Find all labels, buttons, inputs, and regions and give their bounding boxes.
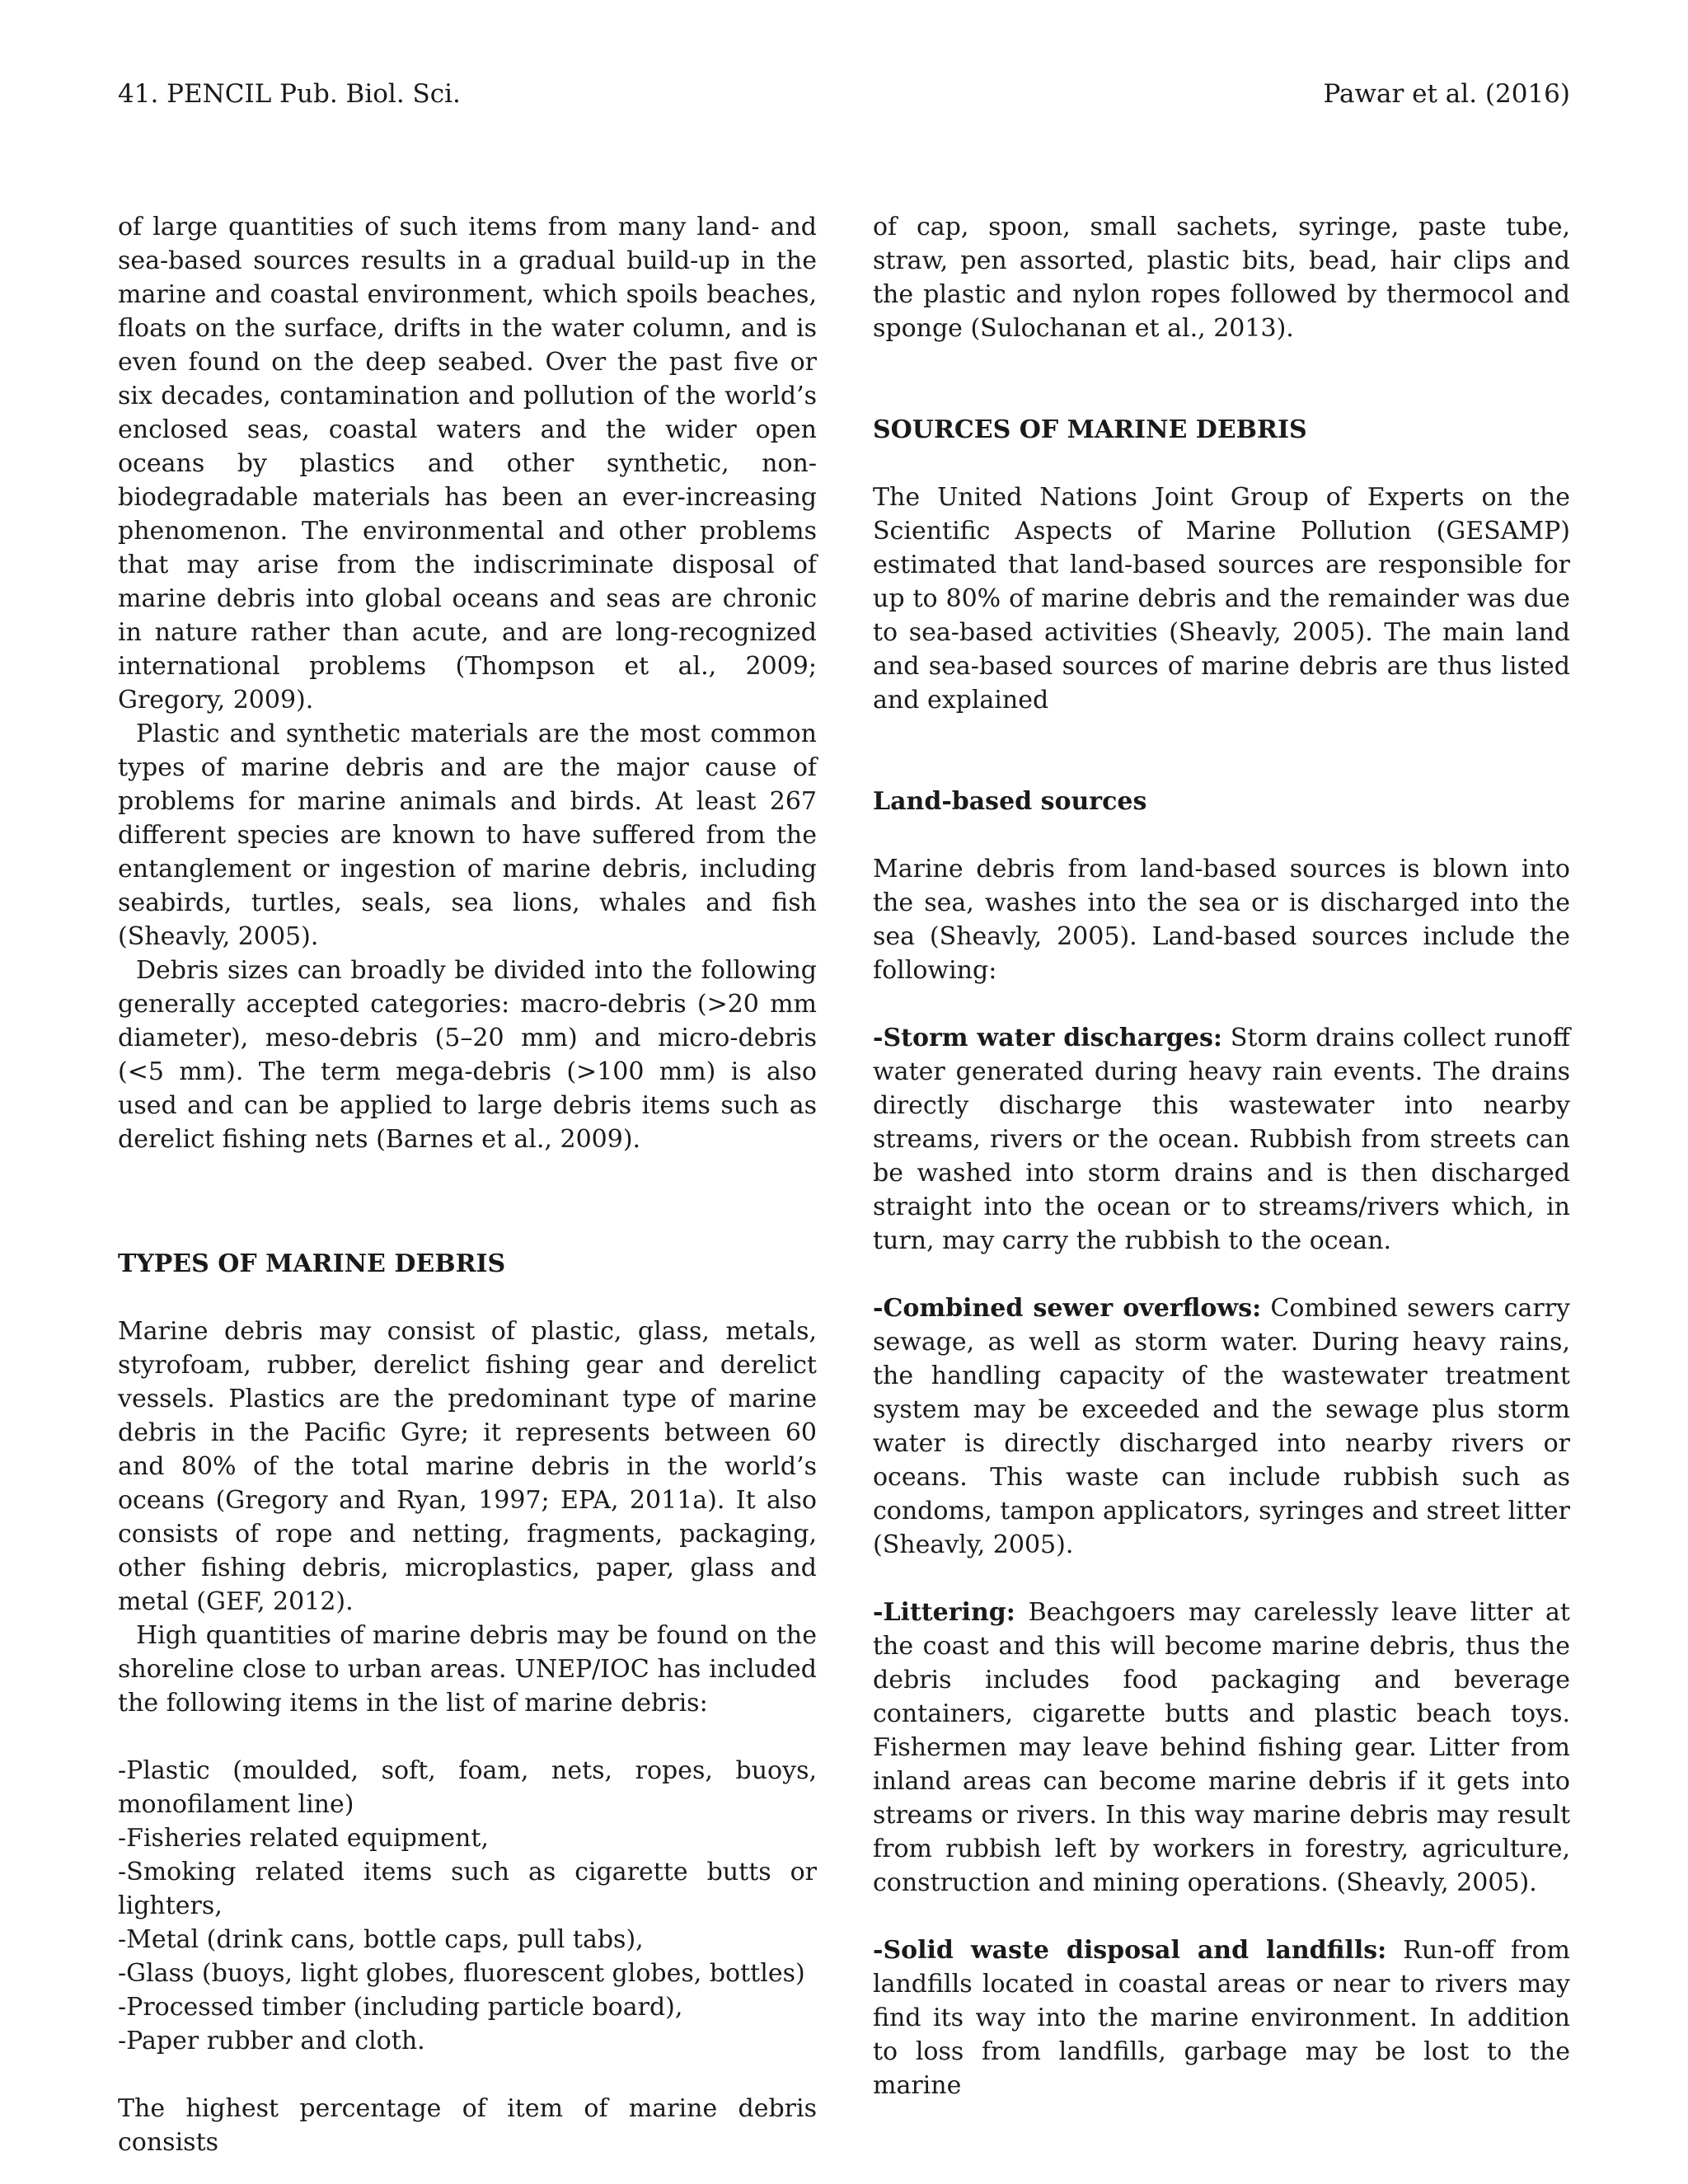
source-combined-sewer <box>873 1291 1570 1562</box>
term-description: Combined sewers carry sewage, as well as storm water. During heavy rains, the handling capacity of the wastewater treatment system may be exceeded and the sewage plus storm water is directly discharged into nearby rivers or oceans. This waste can include rubbish such as condoms, tampon applicators, syringes and street litter (Sheavly, 2005). <box>873 1294 1570 1559</box>
source-storm-water <box>873 1021 1570 1258</box>
term-label: -Solid waste disposal and landfills: <box>873 1936 1387 1965</box>
list-item: -Metal (drink cans, bottle caps, pull tabs), <box>118 1925 644 1954</box>
paragraph: The highest percentage of item of marine debris consists <box>118 2094 817 2157</box>
left-column <box>118 210 817 2159</box>
source-littering <box>873 1596 1570 1900</box>
paragraph: Marine debris from land-based sources is blown into the sea, washes into the sea or is discharged into the sea (Sheavly, 2005). Land-based sources include the following: <box>873 855 1570 985</box>
term-label: -Combined sewer overflows: <box>873 1294 1262 1323</box>
list-item: -Plastic (moulded, soft, foam, nets, ropes, buoys, monofilament line) <box>118 1756 817 1819</box>
right-column <box>873 210 1570 2102</box>
running-header <box>118 76 1570 112</box>
paragraph: The United Nations Joint Group of Experts on the Scientific Aspects of Marine Pollution (GESAMP) estimated that land-based sources are responsible for up to 80% of marine debris and the remainder was due to sea-based activities (Sheavly, 2005). The main land and sea-based sources of marine debris are thus listed and explained <box>873 483 1570 715</box>
subsection-heading-land: Land-based sources <box>873 787 1147 816</box>
list-item: -Fisheries related equipment, <box>118 1824 489 1853</box>
list-item: -Processed timber (including particle board), <box>118 1993 683 2022</box>
author-citation: Pawar et al. (2016) <box>1323 79 1570 109</box>
list-item: -Glass (buoys, light globes, fluorescent globes, bottles) <box>118 1959 805 1988</box>
paragraph: High quantities of marine debris may be found on the shoreline close to urban areas. UNEP/IOC has included the following items in the list of marine debris: <box>118 1621 817 1718</box>
term-label: -Littering: <box>873 1598 1015 1627</box>
term-description: Beachgoers may carelessly leave litter at the coast and this will become marine debris, thus the debris includes food packaging and beverage containers, cigarette butts and plastic beach toys. Fishermen may leave behind fishing gear. Litter from inland areas can become marine debris if it gets into streams or rivers. In this way marine debris may result from rubbish left by workers in forestry, agriculture, construction and mining operations. (Sheavly, 2005). <box>873 1598 1570 1897</box>
source-solid-waste <box>873 1933 1570 2102</box>
term-description: Storm drains collect runoff water generated during heavy rain events. The drains directly discharge this wastewater into nearby streams, rivers or the ocean. Rubbish from streets can be washed into storm drains and is then discharged straight into the ocean or to streams/rivers which, in turn, may carry the rubbish to the ocean. <box>873 1024 1570 1255</box>
term-label: -Storm water discharges: <box>873 1024 1222 1052</box>
paragraph: Plastic and synthetic materials are the most common types of marine debris and are the major cause of problems for marine animals and birds. At least 267 different species are known to have suffered from the entanglement or ingestion of marine debris, including seabirds, turtles, seals, sea lions, whales and fish (Sheavly, 2005). <box>118 719 817 951</box>
debris-item-list <box>118 1754 817 2058</box>
list-item: -Smoking related items such as cigarette butts or lighters, <box>118 1858 817 1920</box>
list-item: -Paper rubber and cloth. <box>118 2027 425 2055</box>
paragraph: of cap, spoon, small sachets, syringe, paste tube, straw, pen assorted, plastic bits, bead, hair clips and the plastic and nylon ropes followed by thermocol and sponge (Sulochanan et al., 2013). <box>873 213 1570 343</box>
section-heading-types: TYPES OF MARINE DEBRIS <box>118 1249 506 1278</box>
journal-citation: 41. PENCIL Pub. Biol. Sci. <box>118 79 461 109</box>
paragraph: of large quantities of such items from many land- and sea-based sources results in a gradual build-up in the marine and coastal environment, which spoils beaches, floats on the surface, drifts in the water column, and is even found on the deep seabed. Over the past five or six decades, contamination and pollution of the world’s enclosed seas, coastal waters and the wider open oceans by plastics and other synthetic, non-biodegradable materials has been an ever-increasing phenomenon. The environmental and other problems that may arise from the indiscriminate disposal of marine debris into global oceans and seas are chronic in nature rather than acute, and are long-recognized international problems (Thompson et al., 2009; Gregory, 2009). <box>118 213 817 715</box>
section-heading-sources: SOURCES OF MARINE DEBRIS <box>873 415 1307 444</box>
paragraph: Debris sizes can broadly be divided into the following generally accepted categories: macro-debris (>20 mm diameter), meso-debris (5–20 mm) and micro-debris (<5 mm). The term mega-debris (>100 mm) is also used and can be applied to large debris items such as derelict fishing nets (Barnes et al., 2009). <box>118 956 817 1154</box>
paragraph: Marine debris may consist of plastic, glass, metals, styrofoam, rubber, derelict fishing gear and derelict vessels. Plastics are the predominant type of marine debris in the Pacific Gyre; it represents between 60 and 80% of the total marine debris in the world’s oceans (Gregory and Ryan, 1997; EPA, 2011a). It also consists of rope and netting, fragments, packaging, other fishing debris, microplastics, paper, glass and metal (GEF, 2012). <box>118 1317 817 1616</box>
term-description: Run-off from landfills located in coastal areas or near to rivers may find its way into the marine environment. In addition to loss from landfills, garbage may be lost to the marine <box>873 1936 1570 2100</box>
